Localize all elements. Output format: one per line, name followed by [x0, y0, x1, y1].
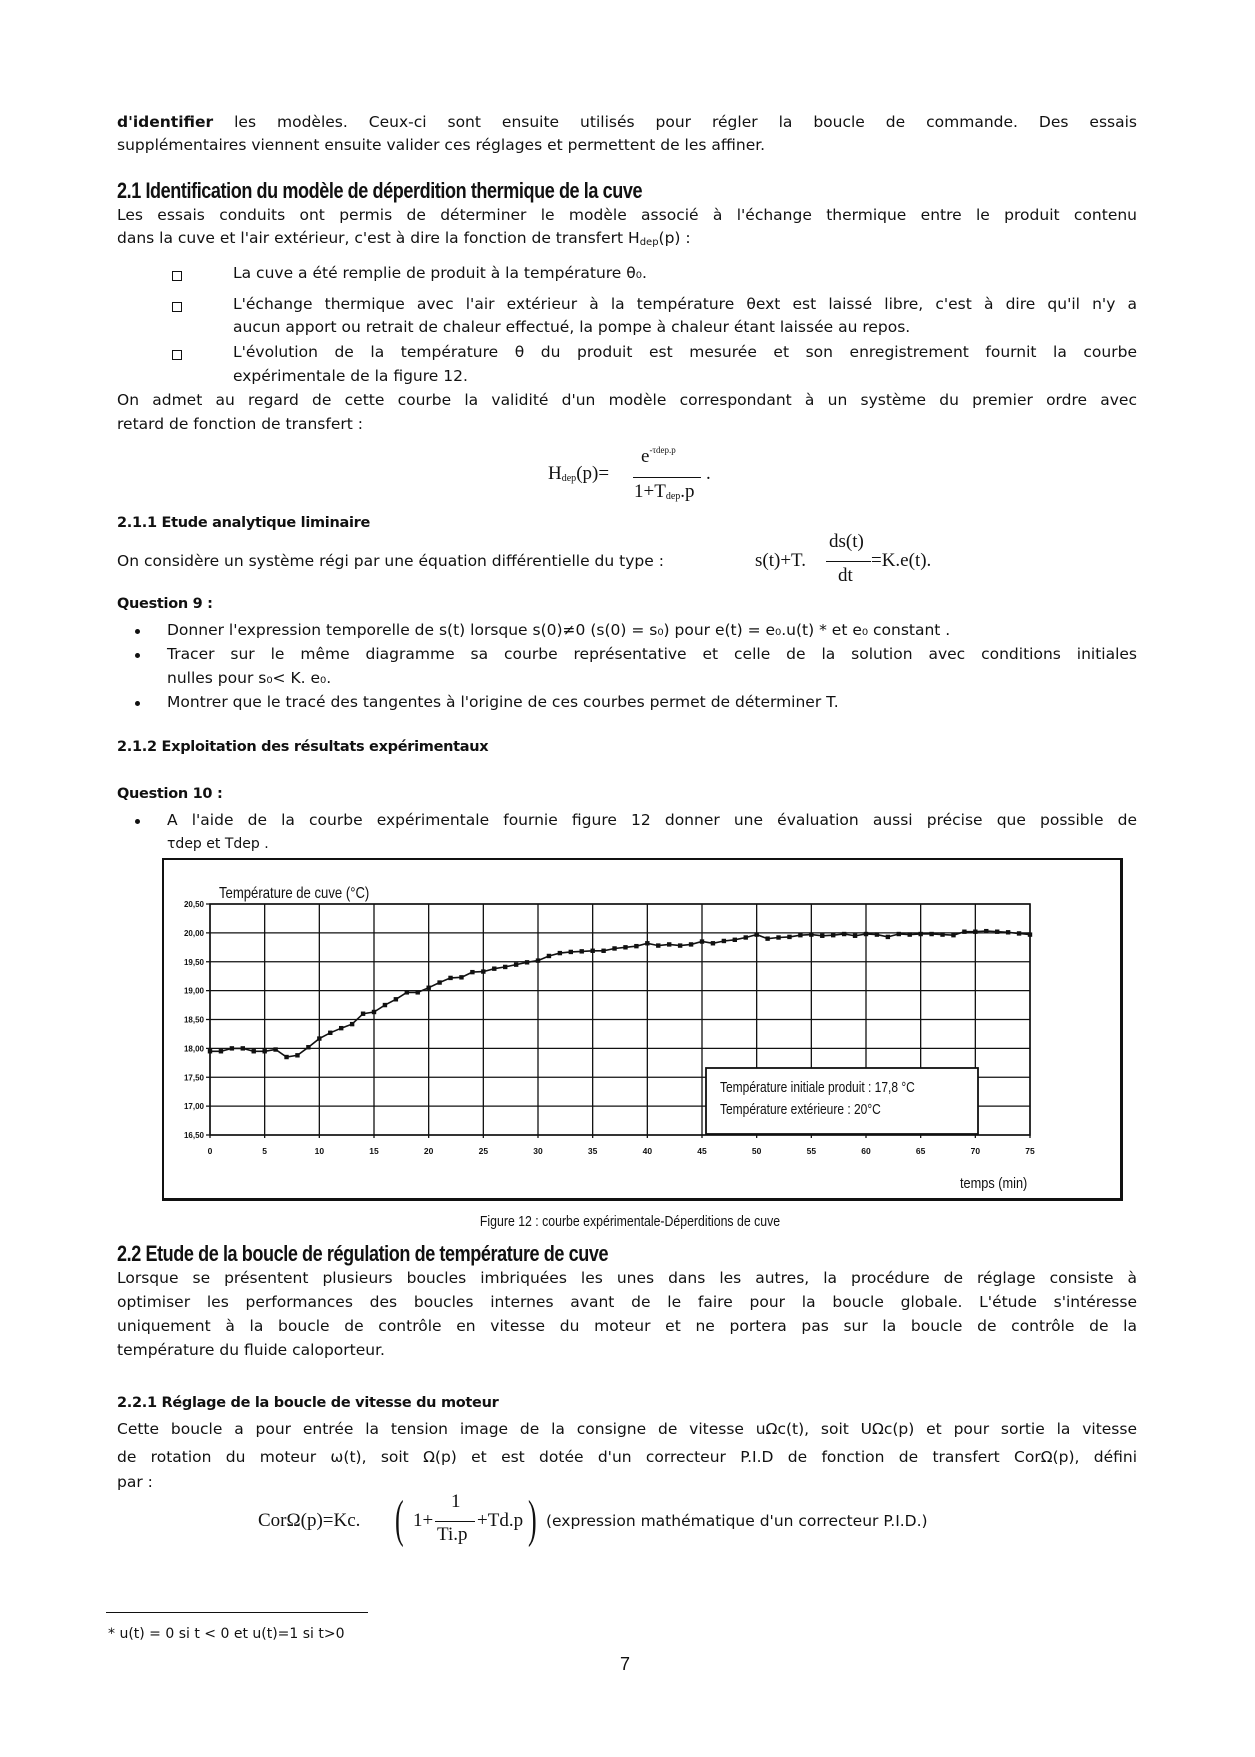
section-2-2-line-1: Lorsque se présentent plusieurs boucles imbriquées les unes dans les autres, la procédure de réglage consiste à	[117, 1269, 1137, 1287]
svg-text:50: 50	[751, 1146, 762, 1156]
svg-text:20,00: 20,00	[183, 928, 204, 938]
svg-text:18,00: 18,00	[183, 1044, 204, 1054]
svg-text:17,00: 17,00	[183, 1102, 204, 1112]
svg-text:18,50: 18,50	[183, 1015, 204, 1025]
q10-line-2: τdep et Tdep .	[167, 836, 269, 852]
bullet-2-line-2: aucun apport ou retrait de chaleur effectué, la pompe à chaleur étant laissée au repos.	[233, 318, 911, 336]
q9-bullet-2-line-1: Tracer sur le même diagramme sa courbe représentative et celle de la solution avec conditions initiales	[167, 645, 1137, 663]
section-2-1-para-line-1: Les essais conduits ont permis de déterminer le modèle associé à l'échange thermique entre le produit contenu	[117, 206, 1137, 224]
svg-text:60: 60	[861, 1146, 871, 1156]
svg-text:5: 5	[262, 1146, 268, 1156]
chart-xlabel: temps (min)	[960, 1175, 1028, 1192]
q9-bullet-2-line-2: nulles pour s₀< K. e₀.	[167, 669, 332, 687]
q10-line-1: A l'aide de la courbe expérimentale fournie figure 12 donner une évaluation aussi précise que possible de	[167, 811, 1137, 829]
section-2-2-1-title: 2.2.1 Réglage de la boucle de vitesse du moteur	[117, 1395, 499, 1411]
svg-text:20,50: 20,50	[183, 900, 204, 909]
svg-text:40: 40	[642, 1146, 653, 1156]
svg-text:19,50: 19,50	[183, 957, 204, 967]
section-2-2-title: 2.2 Etude de la boucle de régulation de température de cuve	[117, 1241, 609, 1266]
section-2-1-1-title: 2.1.1 Etude analytique liminaire	[117, 515, 371, 531]
svg-text:20: 20	[423, 1146, 434, 1156]
question-9-label: Question 9 :	[117, 596, 213, 612]
bullet-3-line-1: L'évolution de la température θ du produit est mesurée et son enregistrement fournit la courbe	[233, 343, 1137, 361]
intro-line-1: d'identifier les modèles. Ceux-ci sont ensuite utilisés pour régler la boucle de commande. Des essais	[117, 113, 1137, 131]
svg-text:25: 25	[478, 1146, 489, 1156]
svg-text:65: 65	[915, 1146, 926, 1156]
svg-text:55: 55	[806, 1146, 817, 1156]
section-2-2-line-4: température du fluide caloporteur.	[117, 1341, 385, 1359]
section-2-2-1-line-3: par :	[117, 1473, 153, 1491]
svg-text:75: 75	[1025, 1146, 1035, 1156]
q9-bullet-3: Montrer que le tracé des tangentes à l'origine de ces courbes permet de déterminer T.	[167, 693, 839, 711]
svg-text:70: 70	[970, 1146, 981, 1156]
section-2-2-1-line-1: Cette boucle a pour entrée la tension image de la consigne de vitesse uΩc(t), soit UΩc(p) et pour sortie la vitesse	[117, 1420, 1137, 1438]
section-2-1-title: 2.1 Identification du modèle de déperdition thermique de la cuve	[117, 178, 643, 203]
intro-bold-word: d'identifier	[117, 113, 214, 131]
svg-text:17,50: 17,50	[183, 1073, 204, 1083]
svg-text:19,00: 19,00	[183, 986, 204, 996]
section-2-2-line-2: optimiser les performances des boucles internes avant de le faire pour la boucle globale. L'étude s'intéresse	[117, 1293, 1137, 1311]
svg-text:Température initiale produit :: Température initiale produit : 17,8 °C	[720, 1078, 915, 1096]
bullet-3-line-2: expérimentale de la figure 12.	[233, 367, 468, 385]
q9-bullet-1: Donner l'expression temporelle de s(t) lorsque s(0)≠0 (s(0) = s₀) pour e(t) = e₀.u(t) * et e₀ constant .	[167, 621, 951, 639]
bullet-1-line: La cuve a été remplie de produit à la température θ₀.	[233, 264, 647, 282]
svg-text:30: 30	[533, 1146, 543, 1156]
svg-text:45: 45	[697, 1146, 707, 1156]
svg-text:15: 15	[369, 1146, 379, 1156]
section-2-1-1-line: On considère un système régi par une équation différentielle du type :	[117, 552, 664, 570]
section-2-2-1-line-2: de rotation du moteur ω(t), soit Ω(p) et est dotée d'un correcteur P.I.D de fonction de transfert CorΩ(p), défini	[117, 1448, 1137, 1466]
svg-text:35: 35	[587, 1146, 598, 1156]
svg-text:0: 0	[207, 1146, 213, 1156]
footnote: * u(t) = 0 si t < 0 et u(t)=1 si t>0	[108, 1626, 345, 1642]
section-2-2-line-3: uniquement à la boucle de contrôle en vitesse du moteur et ne portera pas sur la boucle de contrôle de la	[117, 1317, 1137, 1335]
svg-text:Température de cuve (°C): Température de cuve (°C)	[219, 884, 370, 903]
section-2-1-2-title: 2.1.2 Exploitation des résultats expérimentaux	[117, 739, 489, 755]
section-2-1-after-line-1: On admet au regard de cette courbe la validité d'un modèle correspondant à un système du premier ordre avec	[117, 391, 1137, 409]
figure-caption: Figure 12 : courbe expérimentale-Déperditions de cuve	[479, 1213, 781, 1230]
footnote-rule	[106, 1612, 368, 1613]
section-2-1-para-line-2: dans la cuve et l'air extérieur, c'est à dire la fonction de transfert $H_{dep}(p)$ :	[117, 229, 691, 248]
bullet-2-line-1: L'échange thermique avec l'air extérieur à la température θext est laissé libre, c'est à dire qu'il n'y a	[233, 295, 1137, 313]
question-10-label: Question 10 :	[117, 786, 223, 802]
page-number: 7	[620, 1654, 631, 1674]
svg-text:10: 10	[314, 1146, 325, 1156]
svg-text:16,50: 16,50	[183, 1131, 204, 1140]
svg-text:Température extérieure : 20°C: Température extérieure : 20°C	[720, 1100, 881, 1118]
section-2-1-after-line-2: retard de fonction de transfert :	[117, 415, 363, 433]
intro-line-2: supplémentaires viennent ensuite valider ces réglages et permettent de les affiner.	[117, 136, 766, 154]
